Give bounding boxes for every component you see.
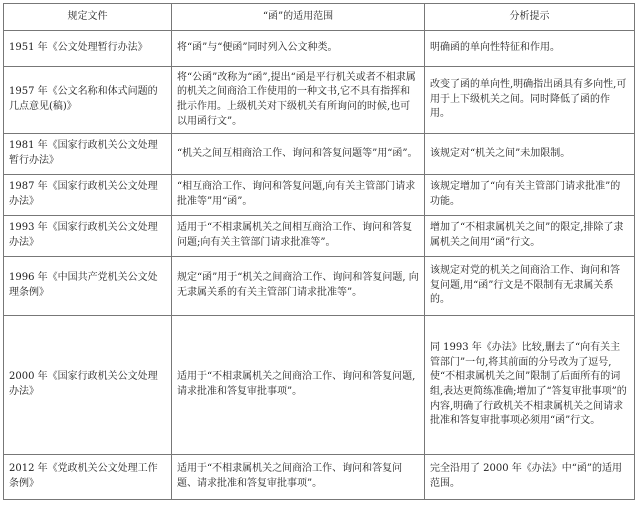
analysis-cell: 改变了函的单向性,明确指出函具有多向性,可用于上下级机关之间。同时降低了函的作用。 (425, 67, 635, 134)
header-row (4, 4, 635, 31)
analysis-cell: 同 1993 年《办法》比较,删去了“向有关主管部门”一句,将其前面的分号改为了逗号,使“不相隶属机关之间”限制了后面所有的词组,表达更简练准确;增加了“答复审批事项”的内容,明确了行政机关不相隶属机关之间请求批准和答复审批事项必须用“函”行文。 (425, 316, 635, 455)
table-row (4, 134, 635, 175)
analysis-cell: 明确函的单向性特征和作用。 (425, 31, 635, 67)
header-analysis: 分析提示 (425, 4, 635, 31)
analysis-cell: 增加了“不相隶属机关之间”的限定,排除了隶属机关之间用“函”行文。 (425, 216, 635, 257)
table-row (4, 67, 635, 134)
document-cell: 1987 年《国家行政机关公文处理办法》 (4, 175, 172, 216)
document-cell: 1993 年《国家行政机关公文处理办法》 (4, 216, 172, 257)
scope-cell: 适用于“不相隶属机关之间相互商洽工作、询问和答复问题;向有关主管部门请求批准等”。 (172, 216, 425, 257)
table-row (4, 316, 635, 455)
regulations-table (3, 3, 635, 500)
analysis-cell: 该规定对党的机关之间商洽工作、询问和答复问题,用“函”行文是不限制有无隶属关系的。 (425, 257, 635, 316)
analysis-cell: 完全沿用了 2000 年《办法》中“函”的适用范围。 (425, 455, 635, 500)
scope-cell: “相互商洽工作、询问和答复问题,向有关主管部门请求批准等”用“函”。 (172, 175, 425, 216)
scope-cell: 规定“函”用于“机关之间商洽工作、询问和答复问题, 向无隶属关系的有关主管部门请求批准等”。 (172, 257, 425, 316)
document-cell: 1951 年《公文处理暂行办法》 (4, 31, 172, 67)
scope-cell: “机关之间互相商洽工作、询问和答复问题等”用“函”。 (172, 134, 425, 175)
document-cell: 1996 年《中国共产党机关公文处理条例》 (4, 257, 172, 316)
table-row (4, 216, 635, 257)
scope-cell: 将“公函”改称为“函”,提出“函是平行机关或者不相隶属的机关之间商洽工作使用的一种文书,它不具有指挥和批示作用。上级机关对下级机关有所询问的时候,也可以用函行文”。 (172, 67, 425, 134)
scope-cell: 将“函”与“便函”同时列入公文种类。 (172, 31, 425, 67)
document-cell: 2000 年《国家行政机关公文处理办法》 (4, 316, 172, 455)
analysis-cell: 该规定增加了“向有关主管部门请求批准”的功能。 (425, 175, 635, 216)
table-row (4, 257, 635, 316)
header-document: 规定文件 (4, 4, 172, 31)
table-row (4, 455, 635, 500)
document-cell: 1957 年《公文名称和体式问题的几点意见(稿)》 (4, 67, 172, 134)
table-row (4, 175, 635, 216)
header-scope: “函”的适用范围 (172, 4, 425, 31)
scope-cell: 适用于“不相隶属机关之间商洽工作、询问和答复问题、请求批准和答复审批事项”。 (172, 455, 425, 500)
table-row (4, 31, 635, 67)
scope-cell: 适用于“不相隶属机关之间商洽工作、询问和答复问题,请求批准和答复审批事项”。 (172, 316, 425, 455)
analysis-cell: 该规定对“机关之间”未加限制。 (425, 134, 635, 175)
document-cell: 1981 年《国家行政机关公文处理暂行办法》 (4, 134, 172, 175)
document-cell: 2012 年《党政机关公文处理工作条例》 (4, 455, 172, 500)
